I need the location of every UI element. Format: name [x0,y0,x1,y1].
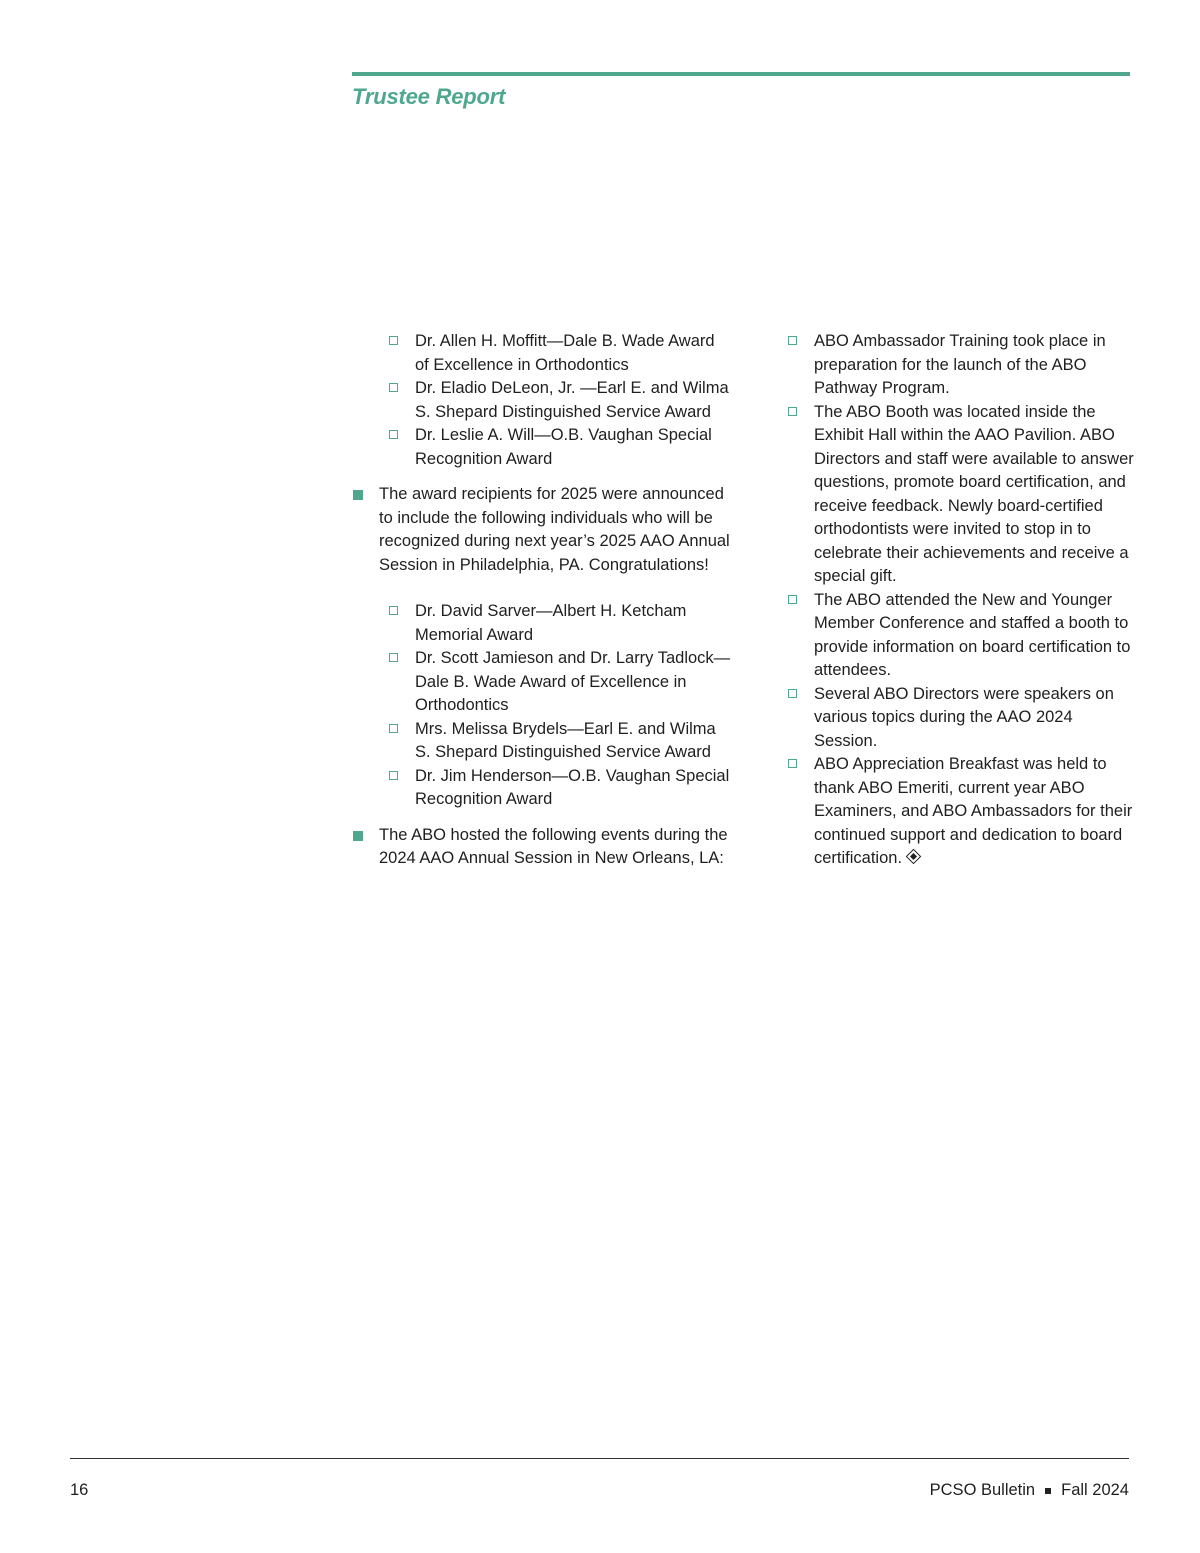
open-square-bullet-icon [389,430,398,439]
footer-rule [70,1458,1129,1459]
open-square-bullet-icon [788,759,797,768]
list-item: Dr. Eladio DeLeon, Jr. —Earl E. and Wilma S. Shepard Distinguished Service Award [388,377,732,424]
list-item: Dr. Scott Jamieson and Dr. Larry Tadlock—Dale B. Wade Award of Excellence in Orthodontics [388,647,732,718]
open-square-bullet-icon [389,336,398,345]
open-square-bullet-icon [389,383,398,392]
list-item: Dr. David Sarver—Albert H. Ketcham Memorial Award [388,600,732,647]
separator-square-icon [1045,1488,1051,1494]
main-bullet-events: The ABO hosted the following events during the 2024 AAO Annual Session in New Orleans, LA: [352,824,732,871]
list-item: Dr. Leslie A. Will—O.B. Vaughan Special Recognition Award [388,424,732,471]
list-item: Several ABO Directors were speakers on various topics during the AAO 2024 Session. [787,683,1137,754]
list-item: Dr. Allen H. Moffitt—Dale B. Wade Award of Excellence in Orthodontics [388,330,732,377]
issue-label: Fall 2024 [1061,1481,1129,1499]
award-list-2025 [388,600,732,812]
list-item: Dr. Jim Henderson—O.B. Vaughan Special Recognition Award [388,765,732,812]
list-item: The ABO attended the New and Younger Member Conference and staffed a booth to provide information on board certification to attendees. [787,589,1137,683]
filled-square-bullet-icon [353,490,363,500]
section-title: Trustee Report [352,84,506,109]
list-item: The ABO Booth was located inside the Exhibit Hall within the AAO Pavilion. ABO Directors and staff were available to answer questions, promote board certification, and receive feedback. Newly board-certified orthodontists were invited to stop in to celebrate their achievements and receive a special gift. [787,401,1137,589]
list-item: ABO Ambassador Training took place in preparation for the launch of the ABO Pathway Program. [787,330,1137,401]
open-square-bullet-icon [389,724,398,733]
open-square-bullet-icon [788,407,797,416]
open-square-bullet-icon [389,771,398,780]
open-square-bullet-icon [788,336,797,345]
list-item: Mrs. Melissa Brydels—Earl E. and Wilma S. Shepard Distinguished Service Award [388,718,732,765]
award-list-2024 [388,330,732,471]
main-bullet-awards-2025: The award recipients for 2025 were announced to include the following individuals who will be recognized during next year’s 2025 AAO Annual Session in Philadelphia, PA. Congratulations! [352,483,732,577]
header-rule [352,72,1130,76]
open-square-bullet-icon [389,653,398,662]
publication-name: PCSO Bulletin [929,1481,1036,1499]
list-item: ABO Appreciation Breakfast was held to thank ABO Emeriti, current year ABO Examiners, and ABO Ambassadors for their continued support and dedication to board certification. [787,753,1137,871]
filled-square-bullet-icon [353,831,363,841]
events-list [787,330,1137,871]
footer-publication [930,1481,1129,1500]
open-square-bullet-icon [389,606,398,615]
open-square-bullet-icon [788,595,797,604]
left-column [352,330,732,871]
page-number: 16 [70,1481,89,1499]
end-diamond-icon [906,849,922,865]
open-square-bullet-icon [788,689,797,698]
right-column [787,330,1137,871]
